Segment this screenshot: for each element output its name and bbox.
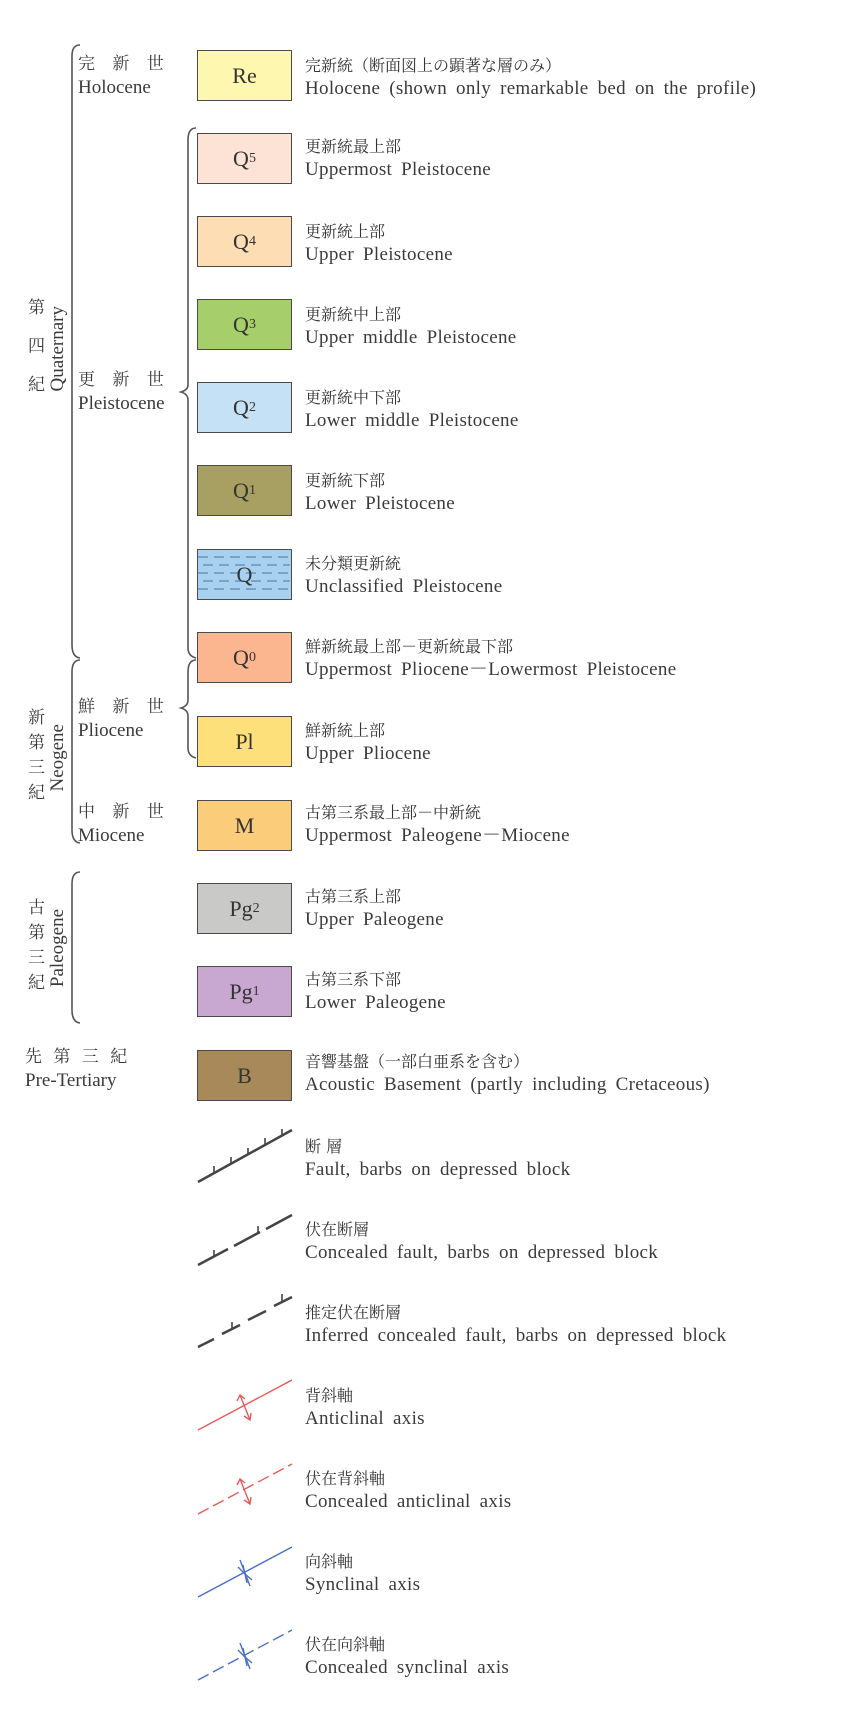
desc-en: Fault, barbs on depressed block xyxy=(305,1159,571,1180)
unit-code: Re xyxy=(232,62,257,88)
desc-ja: 推定伏在断層 xyxy=(305,1303,402,1322)
unit-sub: 5 xyxy=(248,150,256,166)
desc-ja: 背斜軸 xyxy=(305,1386,354,1405)
desc-en: Concealed anticlinal axis xyxy=(305,1491,512,1512)
unit-code: Pl xyxy=(235,728,254,754)
period-en: Neogene xyxy=(47,724,68,792)
desc-ja: 更新統中上部 xyxy=(305,305,402,324)
unit-code: Q xyxy=(233,228,249,254)
concealed-fault-symbol xyxy=(198,1215,292,1265)
desc-en: Acoustic Basement (partly including Cretaceous) xyxy=(305,1074,710,1095)
symbol-desc-fault xyxy=(305,1136,570,1182)
symbol-desc-concealed-fault xyxy=(305,1219,658,1265)
unit-code: Q xyxy=(233,394,249,420)
concealed-synclinal-axis-symbol xyxy=(198,1630,292,1680)
desc-en: Anticlinal axis xyxy=(305,1408,425,1429)
epoch-en: Pleistocene xyxy=(78,393,165,414)
epoch-ja: 中 新 世 xyxy=(78,802,170,822)
unit-sub: 0 xyxy=(248,649,256,665)
desc-ja: 伏在背斜軸 xyxy=(305,1469,386,1488)
desc-ja: 完新統（断面図上の顕著な層のみ） xyxy=(305,56,562,75)
period-en: Paleogene xyxy=(47,908,68,988)
epoch-en: Holocene xyxy=(78,77,151,98)
unit-code: Q xyxy=(233,311,249,337)
unit-code: Q xyxy=(233,477,249,503)
desc-ja: 更新統最上部 xyxy=(305,137,402,156)
epoch-ja: 鮮 新 世 xyxy=(78,697,170,717)
desc-ja: 更新統下部 xyxy=(305,471,386,490)
epoch-en: Pliocene xyxy=(78,720,144,741)
desc-en: Inferred concealed fault, barbs on depressed block xyxy=(305,1325,727,1346)
unit-code: Pg xyxy=(229,978,253,1004)
unit-code: Q xyxy=(233,644,249,670)
desc-en: Concealed fault, barbs on depressed block xyxy=(305,1242,659,1263)
period-ja: 先 第 三 紀 xyxy=(25,1047,131,1067)
desc-ja: 古第三系最上部－中新統 xyxy=(305,803,482,822)
symbol-desc-concealed-synclinal-axis xyxy=(305,1634,509,1680)
unit-code: Pg xyxy=(229,895,253,921)
desc-ja: 鮮新統上部 xyxy=(305,721,386,740)
desc-ja: 古第三系上部 xyxy=(305,887,402,906)
unit-code: B xyxy=(237,1062,252,1088)
period-ja: 新第三紀 xyxy=(24,708,44,808)
epoch-ja: 更 新 世 xyxy=(78,370,170,390)
unit-sub: 2 xyxy=(252,900,260,916)
period-en: Quaternary xyxy=(47,306,68,392)
symbol-desc-anticlinal-axis xyxy=(305,1385,425,1431)
desc-en: Synclinal axis xyxy=(305,1574,421,1595)
desc-en: Holocene (shown only remarkable bed on the profile) xyxy=(305,78,757,99)
desc-ja: 伏在断層 xyxy=(305,1220,370,1239)
epoch-ja: 完 新 世 xyxy=(78,54,170,74)
desc-en: Uppermost Pliocene－Lowermost Pleistocene xyxy=(305,659,677,680)
desc-ja: 更新統上部 xyxy=(305,222,386,241)
desc-en: Lower middle Pleistocene xyxy=(305,410,519,431)
inferred-concealed-fault-symbol xyxy=(198,1294,292,1347)
synclinal-axis-symbol xyxy=(198,1547,292,1597)
period-ja: 古第三紀 xyxy=(24,898,44,998)
unit-code: Q xyxy=(233,145,249,171)
symbol-desc-concealed-anticlinal-axis xyxy=(305,1468,511,1514)
desc-ja: 更新統中下部 xyxy=(305,388,402,407)
desc-ja: 未分類更新統 xyxy=(305,554,402,573)
unit-sub: 1 xyxy=(248,482,256,498)
unit-sub: 2 xyxy=(248,399,256,415)
unit-sub: 3 xyxy=(248,316,256,332)
desc-en: Upper Paleogene xyxy=(305,909,444,930)
desc-ja: 音響基盤（一部白亜系を含む） xyxy=(305,1052,530,1071)
unit-code: M xyxy=(234,812,255,838)
desc-ja: 向斜軸 xyxy=(305,1552,354,1571)
concealed-anticlinal-axis-symbol xyxy=(198,1464,292,1514)
desc-ja: 断 層 xyxy=(305,1137,343,1156)
symbol-desc-synclinal-axis xyxy=(305,1551,420,1597)
epoch-en: Miocene xyxy=(78,825,145,846)
unit-code: Q xyxy=(236,561,253,587)
desc-ja: 伏在向斜軸 xyxy=(305,1635,386,1654)
unit-sub: 1 xyxy=(252,983,260,999)
unit-sub: 4 xyxy=(248,233,256,249)
period-ja: 第 四 紀 xyxy=(24,298,44,400)
desc-en: Lower Pleistocene xyxy=(305,493,455,514)
desc-en: Upper Pliocene xyxy=(305,743,431,764)
symbol-desc-inferred-concealed-fault xyxy=(305,1302,726,1348)
desc-en: Uppermost Paleogene－Miocene xyxy=(305,825,570,846)
desc-en: Lower Paleogene xyxy=(305,992,446,1013)
desc-en: Unclassified Pleistocene xyxy=(305,576,503,597)
desc-en: Upper middle Pleistocene xyxy=(305,327,517,348)
fault-symbol xyxy=(198,1129,292,1182)
desc-en: Concealed synclinal axis xyxy=(305,1657,510,1678)
desc-ja: 古第三系下部 xyxy=(305,970,402,989)
desc-en: Uppermost Pleistocene xyxy=(305,159,492,180)
period-en: Pre-Tertiary xyxy=(25,1070,117,1091)
anticlinal-axis-symbol xyxy=(198,1380,292,1430)
desc-en: Upper Pleistocene xyxy=(305,244,453,265)
desc-ja: 鮮新統最上部－更新統最下部 xyxy=(305,637,514,656)
